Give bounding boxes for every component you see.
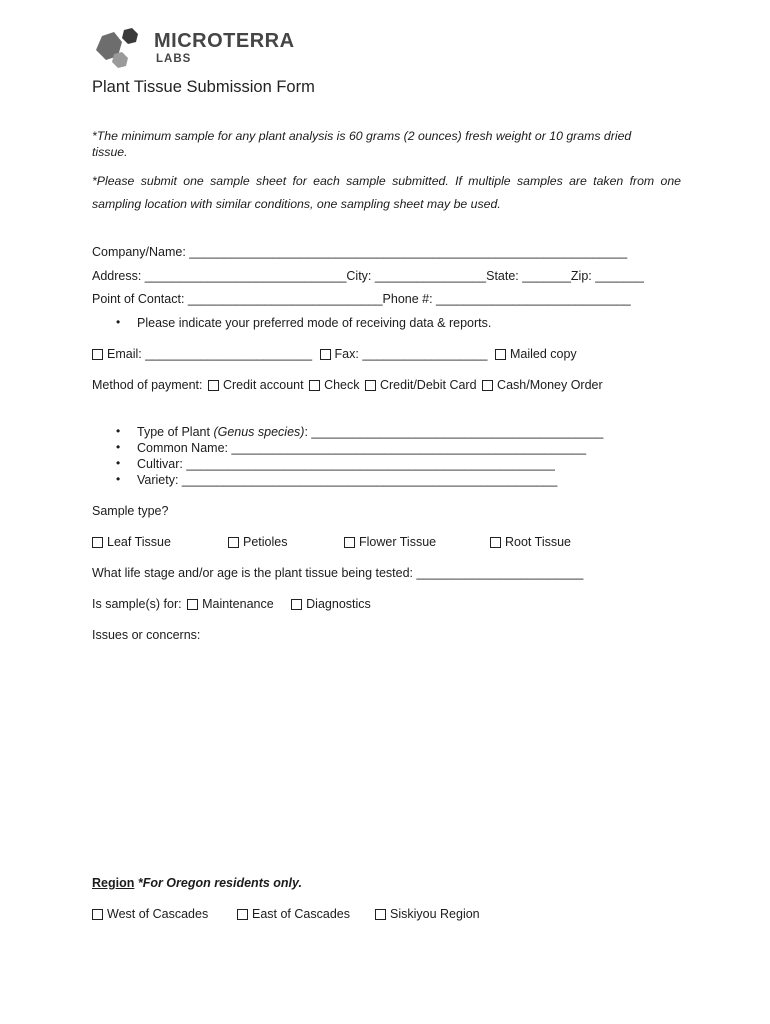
bullet-icon: • [116,315,121,329]
point-of-contact-field[interactable]: Point of Contact: ____________________________Phone #: ____________________________ [92,292,631,306]
flower-tissue-checkbox[interactable] [344,537,355,548]
credit-account-label: Credit account [222,378,304,392]
plant-type-line: : __________________________________________ [304,425,604,439]
credit-debit-card-label: Credit/Debit Card [379,378,477,392]
petioles-label: Petioles [243,535,288,549]
check-label: Check [324,378,360,392]
mailed-copy-checkbox[interactable] [495,349,506,360]
west-of-cascades-option[interactable] [92,906,208,922]
cash-money-order-label: Cash/Money Order [497,378,603,392]
region-heading [92,875,302,891]
root-tissue-option[interactable] [490,534,571,550]
cash-money-order-checkbox[interactable] [482,380,493,391]
leaf-tissue-label: Leaf Tissue [107,535,171,549]
maintenance-checkbox[interactable] [187,599,198,610]
plant-type-label: Type of Plant [137,425,214,439]
east-of-cascades-checkbox[interactable] [237,909,248,920]
payment-method-row [92,377,603,393]
fax-field[interactable]: Fax: __________________ [334,347,488,361]
variety-field[interactable]: Variety: ______________________________________________________ [137,473,558,487]
credit-debit-card-checkbox[interactable] [365,380,376,391]
root-tissue-label: Root Tissue [505,535,572,549]
company-name-field[interactable]: Company/Name: _______________________________________________________________ [92,245,628,259]
petioles-checkbox[interactable] [228,537,239,548]
address-field[interactable]: Address: _____________________________City: ________________State: _______Zip: _______ [92,269,644,283]
sample-purpose-row [92,596,371,612]
east-of-cascades-label: East of Cascades [252,907,350,921]
siskiyou-region-label: Siskiyou Region [390,907,480,921]
bullet-icon: • [116,440,121,454]
issues-concerns-label: Issues or concerns: [92,628,201,642]
submit-note: *Please submit one sample sheet for each sample submitted. If multiple samples are taken from one sampling location with similar conditions, one sampling sheet may be used. [92,174,681,211]
plant-type-field[interactable] [137,424,603,440]
page-title: Plant Tissue Submission Form [92,78,315,96]
root-tissue-checkbox[interactable] [490,537,501,548]
maintenance-label: Maintenance [202,597,274,611]
sample-type-label: Sample type? [92,504,169,518]
common-name-field[interactable]: Common Name: ___________________________________________________ [137,441,587,455]
credit-account-checkbox[interactable] [208,380,219,391]
bullet-icon: • [116,424,121,438]
bullet-icon: • [116,472,121,486]
sample-purpose-label: Is sample(s) for: [92,597,182,611]
check-checkbox[interactable] [309,380,320,391]
petioles-option[interactable] [228,534,287,550]
receiving-mode-prompt: Please indicate your preferred mode of receiving data & reports. [137,316,492,330]
life-stage-field[interactable]: What life stage and/or age is the plant tissue being tested: ________________________ [92,566,584,580]
logo-subtitle: LABS [156,53,192,65]
email-checkbox[interactable] [92,349,103,360]
cultivar-field[interactable]: Cultivar: _____________________________________________________ [137,457,555,471]
diagnostics-label: Diagnostics [306,597,371,611]
west-of-cascades-label: West of Cascades [107,907,209,921]
bullet-icon: • [116,456,121,470]
region-note: *For Oregon residents only. [134,876,302,890]
hexagon-logo-icon [92,26,150,72]
email-field[interactable]: Email: ________________________ [107,347,313,361]
company-logo [92,26,312,72]
mailed-copy-label: Mailed copy [509,347,577,361]
genus-species-hint: (Genus species) [213,425,305,439]
minimum-sample-note-line2: tissue. [92,145,128,159]
flower-tissue-option[interactable] [344,534,436,550]
west-of-cascades-checkbox[interactable] [92,909,103,920]
minimum-sample-note-line1: *The minimum sample for any plant analysis is 60 grams (2 ounces) fresh weight or 10 grams dried [92,129,632,143]
payment-method-label: Method of payment: [92,378,203,392]
diagnostics-checkbox[interactable] [291,599,302,610]
region-label: Region [92,876,135,890]
logo-wordmark: MICROTERRA [154,30,295,52]
leaf-tissue-checkbox[interactable] [92,537,103,548]
receiving-options [92,346,577,362]
flower-tissue-label: Flower Tissue [359,535,437,549]
east-of-cascades-option[interactable] [237,906,350,922]
fax-checkbox[interactable] [320,349,331,360]
siskiyou-region-checkbox[interactable] [375,909,386,920]
siskiyou-region-option[interactable] [375,906,480,922]
leaf-tissue-option[interactable] [92,534,171,550]
issues-concerns-area[interactable] [92,648,681,863]
